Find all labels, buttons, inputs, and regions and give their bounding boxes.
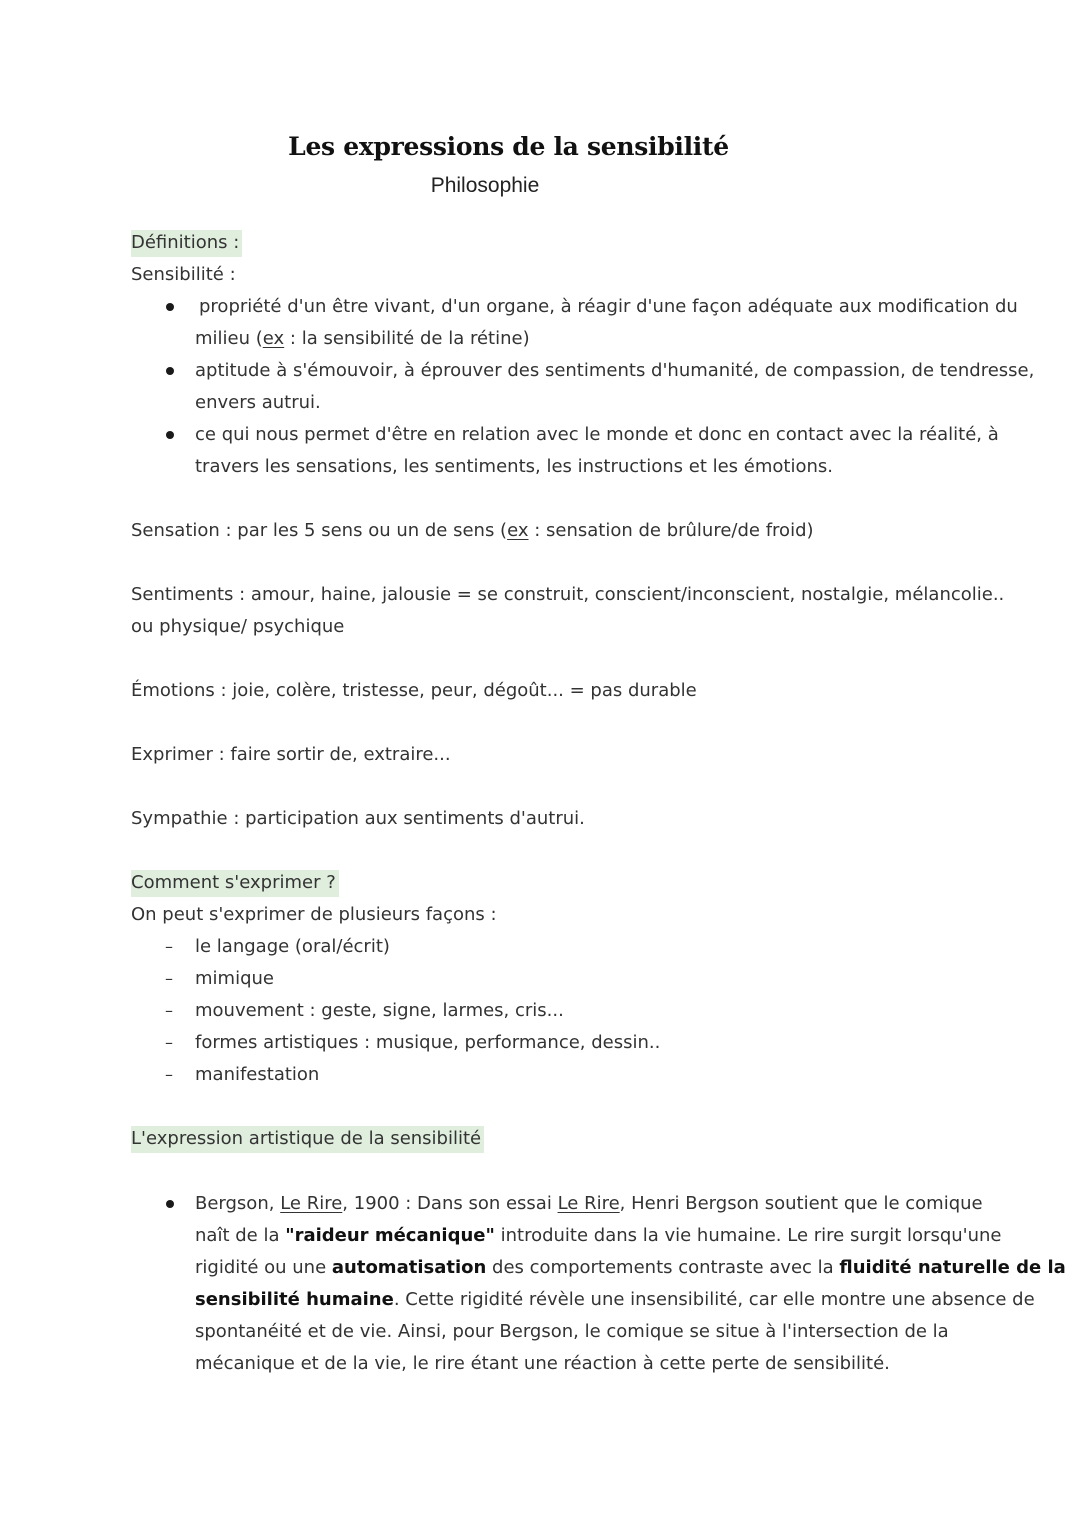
bullet-dot <box>166 367 174 375</box>
definition-line: propriété d'un être vivant, d'un organe, à réagir d'une façon adéquate aux modification du <box>199 296 1018 317</box>
list-item: manifestation <box>195 1064 320 1085</box>
dash-marker: – <box>165 937 173 956</box>
definition-line: ce qui nous permet d'être en relation avec le monde et donc en contact avec la réalité, à <box>195 424 999 445</box>
list-item: le langage (oral/écrit) <box>195 936 390 957</box>
bullet-dot <box>166 1200 174 1208</box>
sentiments-line-2: ou physique/ psychique <box>131 616 345 637</box>
list-item: formes artistiques : musique, performance, dessin.. <box>195 1032 661 1053</box>
exprimer-line: Exprimer : faire sortir de, extraire... <box>131 744 451 765</box>
bergson-line-3: rigidité ou une automatisation des comportements contraste avec la fluidité naturelle de la <box>195 1257 1066 1278</box>
definition-line: travers les sensations, les sentiments, les instructions et les émotions. <box>195 456 833 477</box>
list-item: mouvement : geste, signe, larmes, cris... <box>195 1000 564 1021</box>
bullet-dot <box>166 303 174 311</box>
page-subtitle: Philosophie <box>430 174 540 197</box>
artistique-heading: L'expression artistique de la sensibilité <box>131 1123 484 1155</box>
list-item: mimique <box>195 968 274 989</box>
page-title: Les expressions de la sensibilité <box>288 132 729 161</box>
bergson-line-1: Bergson, Le Rire, 1900 : Dans son essai Le Rire, Henri Bergson soutient que le comique <box>195 1193 983 1214</box>
definition-line: milieu (ex : la sensibilité de la rétine) <box>195 328 530 349</box>
sensibilite-label: Sensibilité : <box>131 264 236 285</box>
sympathie-line: Sympathie : participation aux sentiments d'autrui. <box>131 808 585 829</box>
bergson-line-6: mécanique et de la vie, le rire étant une réaction à cette perte de sensibilité. <box>195 1353 890 1374</box>
definitions-heading: Définitions : <box>131 227 242 259</box>
sentiments-line: Sentiments : amour, haine, jalousie = se construit, conscient/inconscient, nostalgie, mélancolie.. <box>131 584 1005 605</box>
dash-marker: – <box>165 1065 173 1084</box>
dash-marker: – <box>165 1033 173 1052</box>
bergson-line-2: naît de la "raideur mécanique" introduite dans la vie humaine. Le rire surgit lorsqu'une <box>195 1225 1002 1246</box>
comment-intro: On peut s'exprimer de plusieurs façons : <box>131 904 497 925</box>
comment-heading: Comment s'exprimer ? <box>131 867 339 899</box>
definition-line: envers autrui. <box>195 392 321 413</box>
dash-marker: – <box>165 969 173 988</box>
dash-marker: – <box>165 1001 173 1020</box>
bergson-line-4: sensibilité humaine. Cette rigidité révèle une insensibilité, car elle montre une absence de <box>195 1289 1035 1310</box>
emotions-line: Émotions : joie, colère, tristesse, peur, dégoût... = pas durable <box>131 680 697 701</box>
definition-line: aptitude à s'émouvoir, à éprouver des sentiments d'humanité, de compassion, de tendresse, <box>195 360 1035 381</box>
bullet-dot <box>166 431 174 439</box>
bergson-line-5: spontanéité et de vie. Ainsi, pour Bergson, le comique se situe à l'intersection de la <box>195 1321 949 1342</box>
sensation-line: Sensation : par les 5 sens ou un de sens (ex : sensation de brûlure/de froid) <box>131 520 814 541</box>
